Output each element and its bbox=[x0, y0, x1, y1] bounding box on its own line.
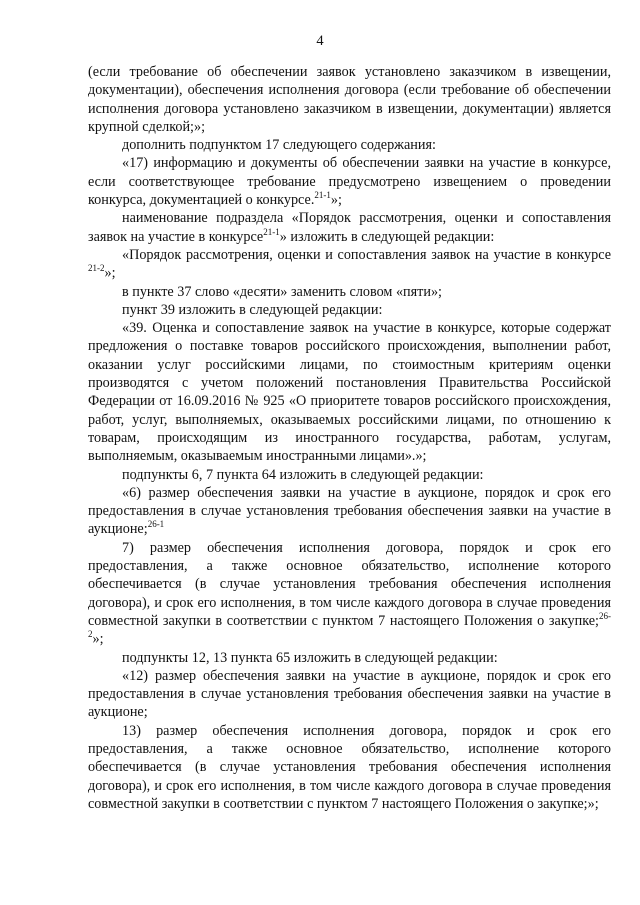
paragraph bbox=[88, 246, 611, 283]
paragraph bbox=[88, 319, 611, 465]
document-body bbox=[88, 63, 611, 813]
paragraph-text: «Порядок рассмотрения, оценки и сопоставления заявок на участие в конкурсе bbox=[122, 246, 611, 263]
footnote-reference: 21-2 bbox=[88, 263, 105, 274]
paragraph bbox=[88, 154, 611, 209]
paragraph bbox=[88, 283, 611, 301]
paragraph bbox=[88, 466, 611, 484]
paragraph-text: «39. Оценка и сопоставление заявок на участие в конкурсе, которые содержат предложения о поставке товаров российского происхождения, выполнении работ, оказании услуг российскими лицами, по стоимостным критериям оценки производятся с учетом положений постановления Правительства Российской Федерации от 16.09.2016 № 925 «О приоритете товаров российского происхождения, работ, услуг, выполняемых, оказываемых российскими лицами, по отношению к товарам, происходящим из иностранного государства, работам, услугам, выполняемым, оказываемым иностранными лицами».»; bbox=[88, 320, 611, 465]
paragraph-text: дополнить подпунктом 17 следующего содержания: bbox=[122, 137, 436, 154]
paragraph-text: »; bbox=[104, 265, 116, 282]
paragraph bbox=[88, 484, 611, 539]
paragraph-text: 13) размер обеспечения исполнения договора, порядок и срок его предоставления, а также основное обязательство, исполнение которого обеспечивается (в случае установления требования обеспечения исполнения договора), и срок его исполнения, в том числе каждого договора в случае проведения совместной закупки в соответствии с пунктом 7 настоящего Положения о закупке;»; bbox=[88, 722, 611, 812]
paragraph-text: в пункте 37 слово «десяти» заменить словом «пяти»; bbox=[122, 283, 442, 300]
paragraph bbox=[88, 301, 611, 319]
paragraph bbox=[88, 136, 611, 154]
footnote-reference: 21-1 bbox=[263, 226, 280, 237]
paragraph-text: подпункты 6, 7 пункта 64 изложить в следующей редакции: bbox=[122, 466, 484, 483]
paragraph-text: подпункты 12, 13 пункта 65 изложить в следующей редакции: bbox=[122, 649, 498, 666]
paragraph-text: пункт 39 изложить в следующей редакции: bbox=[122, 301, 383, 318]
paragraph-text: «12) размер обеспечения заявки на участие в аукционе, порядок и срок его предоставления в случае установления требования обеспечения заявки на участие в аукционе; bbox=[88, 667, 611, 721]
paragraph-text: »; bbox=[92, 631, 104, 648]
footnote-reference: 26-2 bbox=[88, 610, 611, 640]
paragraph-text: »; bbox=[330, 192, 342, 209]
footnote-reference: 26-1 bbox=[147, 519, 165, 530]
paragraph bbox=[88, 722, 611, 813]
page-number: 4 bbox=[316, 33, 324, 49]
paragraph bbox=[88, 209, 611, 246]
paragraph-text: » изложить в следующей редакции: bbox=[279, 228, 495, 245]
paragraph-text: (если требование об обеспечении заявок установлено заказчиком в извещении, документации), обеспечения исполнения договора (если требование об обеспечении исполнения договора установлено заказчиком в извещении, документации) является крупной сделкой;»; bbox=[88, 64, 611, 135]
paragraph-text: наименование подраздела «Порядок рассмотрения, оценки и сопоставления заявок на участие в конкурсе bbox=[88, 210, 611, 245]
paragraph-text: 7) размер обеспечения исполнения договора, порядок и срок его предоставления, а также основное обязательство, исполнение которого обеспечивается (в случае установления требования обеспечения исполнения договора), и срок его исполнения, в том числе каждого договора в случае проведения совместной закупки в соответствии с пунктом 7 настоящего Положения о закупке; bbox=[88, 539, 611, 629]
footnote-reference: 21-1 bbox=[314, 190, 331, 201]
paragraph-text: «6) размер обеспечения заявки на участие в аукционе, порядок и срок его предоставления в случае установления требования обеспечения заявки на участие в аукционе; bbox=[88, 484, 611, 538]
paragraph bbox=[88, 649, 611, 667]
paragraph bbox=[88, 539, 611, 649]
paragraph bbox=[88, 667, 611, 722]
paragraph bbox=[88, 63, 611, 136]
paragraph-text: «17) информацию и документы об обеспечении заявки на участие в конкурсе, если соответствующее требование предусмотрено извещением о проведении конкурса, документацией о конкурсе. bbox=[88, 155, 611, 209]
